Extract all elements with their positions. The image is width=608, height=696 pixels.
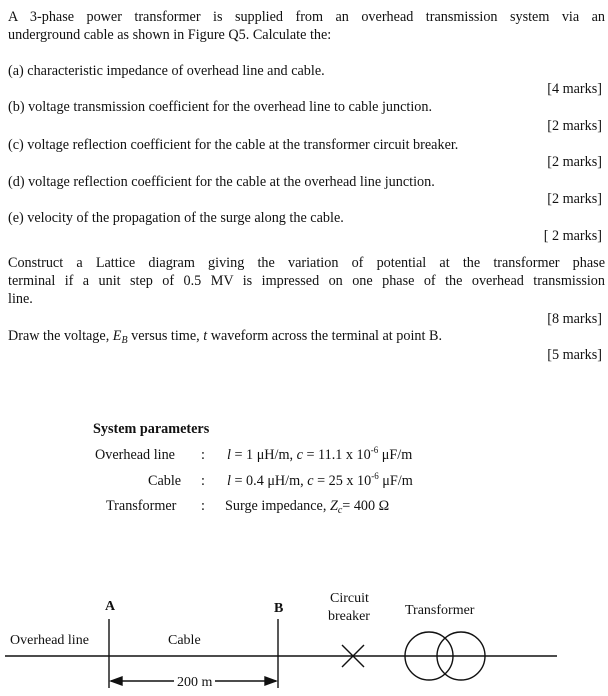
point-b-label: B (274, 601, 284, 616)
part-b-marks: [2 marks] (547, 118, 602, 134)
param-cable-exp: -6 (371, 471, 379, 481)
part-d-marks: [2 marks] (547, 191, 602, 207)
waveform-pre: Draw the voltage, (8, 328, 113, 344)
param-transformer-zsub: c (337, 505, 343, 516)
param-transformer-label: Transformer (106, 498, 177, 514)
lattice-line-2: terminal if a unit step of 0.5 MV is impressed on one phase of the overhead transmission (8, 273, 605, 289)
transformer-label: Transformer (405, 603, 475, 618)
lattice-line-3: line. (8, 291, 33, 307)
param-overhead-c-val: = 11.1 x 10 (302, 447, 371, 463)
breaker-label-line-1: Circuit (330, 591, 369, 606)
param-overhead-label: Overhead line (95, 447, 175, 463)
intro-line-2: underground cable as shown in Figure Q5. Calculate the: (8, 27, 332, 43)
param-overhead-l-sym: l (227, 447, 231, 463)
param-overhead-sep: : (201, 447, 205, 463)
cable-label: Cable (168, 633, 201, 648)
waveform-var-t: t (203, 328, 208, 344)
arrow-left (111, 677, 122, 685)
waveform-var-sub: B (121, 335, 128, 346)
lattice-marks: [8 marks] (547, 311, 602, 327)
param-cable-c-sym: c (307, 473, 314, 489)
part-e-text: (e) velocity of the propagation of the surge along the cable. (8, 210, 344, 226)
param-cable-l-val: = 0.4 μH/m, (230, 473, 308, 489)
part-b-text: (b) voltage transmission coefficient for the overhead line to cable junction. (8, 99, 433, 115)
part-c-marks: [2 marks] (547, 154, 602, 170)
length-label: 200 m (174, 674, 215, 691)
arrow-right (265, 677, 276, 685)
param-transformer-sep: : (201, 498, 205, 514)
point-a-label: A (105, 599, 116, 614)
param-transformer-pre: Surge impedance, (225, 498, 330, 514)
param-overhead-c-sym: c (296, 447, 303, 463)
intro-line-1: A 3-phase power transformer is supplied from an overhead transmission system via an (8, 9, 605, 25)
params-heading: System parameters (93, 421, 210, 437)
waveform-marks: [5 marks] (547, 347, 602, 363)
part-c-text: (c) voltage reflection coefficient for the cable at the transformer circuit breaker. (8, 137, 459, 153)
waveform-var-e: E (112, 328, 122, 344)
param-overhead-l-val: = 1 μH/m, (230, 447, 297, 463)
param-cable-c-val: = 25 x 10 (313, 473, 372, 489)
param-overhead-exp: -6 (370, 445, 379, 455)
waveform-mid: versus time, (127, 328, 204, 344)
part-e-marks: [ 2 marks] (543, 228, 602, 244)
param-cable-sep: : (201, 473, 205, 489)
part-d-text: (d) voltage reflection coefficient for the cable at the overhead line junction. (8, 174, 435, 190)
part-a-marks: [4 marks] (547, 81, 602, 97)
part-a-text: (a) characteristic impedance of overhead line and cable. (8, 63, 325, 79)
param-cable-l-sym: l (227, 473, 231, 489)
waveform-post: waveform across the terminal at point B. (207, 328, 443, 344)
param-transformer-z: Z (329, 498, 338, 514)
param-overhead-unit: μF/m (378, 447, 413, 463)
breaker-label-line-2: breaker (328, 609, 370, 624)
param-transformer-post: = 400 Ω (342, 498, 390, 514)
param-cable-label: Cable (148, 473, 182, 489)
param-cable-unit: μF/m (378, 473, 413, 489)
overhead-line-label: Overhead line (10, 633, 89, 648)
lattice-line-1: Construct a Lattice diagram giving the variation of potential at the transformer phase (8, 255, 605, 271)
